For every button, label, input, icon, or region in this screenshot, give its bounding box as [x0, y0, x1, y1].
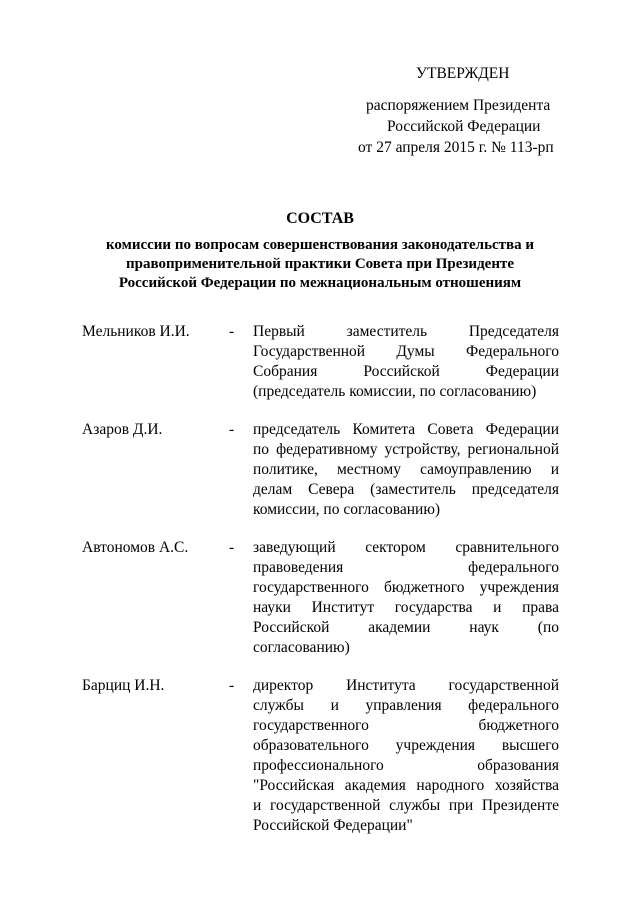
member-description-line: согласованию) — [253, 639, 350, 656]
approval-heading: УТВЕРЖДЕН — [416, 65, 510, 82]
member-description-line: службы и управления федерального — [253, 697, 559, 714]
member-dash: - — [229, 323, 235, 340]
member-description-line: Первый заместитель Председателя — [253, 323, 559, 340]
member-description-line: "Российская академия народного хозяйства — [253, 777, 559, 794]
member-description-line: заведующий сектором сравнительного — [253, 539, 559, 556]
member-description-line: политике, местному самоуправлению и — [253, 461, 559, 478]
member-row — [82, 322, 562, 402]
member-name: Барциц И.Н. — [82, 677, 165, 694]
member-description-line: и государственной службы при Президенте — [253, 797, 559, 814]
member-row — [82, 676, 562, 836]
members-list — [82, 322, 562, 854]
approval-line-2: Российской Федерации — [387, 118, 541, 135]
member-description-line: председатель Комитета Совета Федерации — [253, 421, 559, 438]
member-description-line: директор Института государственной — [253, 677, 559, 694]
member-description — [253, 322, 559, 402]
document-title: СОСТАВ — [286, 210, 354, 227]
member-description-line: профессионального образования — [253, 757, 559, 774]
member-row — [82, 420, 562, 520]
subtitle-line-3: Российской Федерации по межнациональным отношениям — [118, 275, 522, 291]
member-description-line: Российской академии наук (по — [253, 619, 559, 636]
member-description-line: Российской Федерации" — [253, 817, 413, 834]
member-dash: - — [229, 539, 235, 556]
member-row — [82, 538, 562, 658]
approval-line-1: распоряжением Президента — [366, 97, 551, 114]
member-dash: - — [229, 677, 235, 694]
approval-block — [330, 63, 600, 158]
member-name: Азаров Д.И. — [82, 421, 163, 438]
member-description-line: Собрания Российской Федерации — [253, 363, 559, 380]
member-description-line: образовательного учреждения высшего — [253, 737, 559, 754]
member-description-line: по федеративному устройству, региональной — [253, 441, 559, 458]
member-description — [253, 676, 559, 836]
subtitle-line-1: комиссии по вопросам совершенствования законодательства и — [105, 237, 535, 253]
subtitle-line-2: правоприменительной практики Совета при Президенте — [125, 256, 514, 272]
member-description-line: комиссии, по согласованию) — [253, 501, 441, 518]
member-description-line: государственного бюджетного учреждения — [253, 579, 559, 596]
member-dash: - — [229, 421, 235, 438]
member-name: Автономов А.С. — [82, 539, 189, 556]
member-description-line: (председатель комиссии, по согласованию) — [253, 383, 537, 400]
member-description-line: науки Институт государства и права — [253, 599, 559, 616]
member-description — [253, 420, 559, 520]
member-name: Мельников И.И. — [82, 323, 190, 340]
member-description-line: Государственной Думы Федерального — [253, 343, 559, 360]
member-description — [253, 538, 559, 658]
member-description-line: делам Севера (заместитель председателя — [253, 481, 559, 498]
approval-line-3: от 27 апреля 2015 г. № 113-рп — [358, 139, 554, 156]
member-description-line: правоведения федерального — [253, 559, 559, 576]
document-subtitle — [70, 236, 570, 293]
member-description-line: государственного бюджетного — [253, 717, 559, 734]
